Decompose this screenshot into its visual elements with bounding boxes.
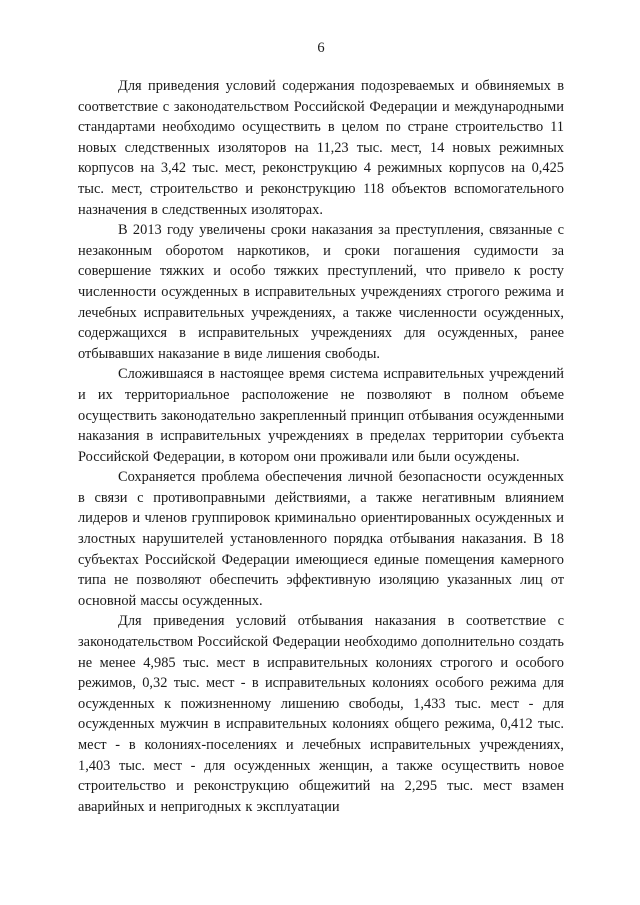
paragraph-territorial-system: Сложившаяся в настоящее время система исправительных учреждений и их территориальное расположение не позволяют в полном объеме осуществить законодательно закрепленный принцип отбывания осужденными наказания в исправительных учреждениях в пределах территории субъекта Российской Федерации, в котором они проживали или были осуждены. [78, 366, 564, 465]
paragraph-personal-security: Сохраняется проблема обеспечения личной безопасности осужденных в связи с противоправными действиями, а также негативным влиянием лидеров и членов группировок криминально ориентированных осужденных и злостных нарушителей установленного порядка отбывания наказания. В 18 субъектах Российской Федерации имеющиеся единые помещения камерного типа не позволяют обеспечить эффективную изоляцию указанных лиц от основной массы осужденных. [78, 469, 564, 609]
document-page [78, 38, 564, 817]
paragraph-sentence-terms: В 2013 году увеличены сроки наказания за преступления, связанные с незаконным оборотом наркотиков, и сроки погашения судимости за совершение тяжких и особо тяжких преступлений, что привело к росту численности осужденных в исправительных учреждениях строгого режима и лечебных исправительных учреждениях, а также численности осужденных, содержащихся в исправительных учреждениях для осужденных, ранее отбывавших наказание в виде лишения свободы. [78, 222, 564, 362]
page-number: 6 [317, 40, 325, 56]
paragraph-serving-conditions: Для приведения условий отбывания наказания в соответствие с законодательством Российской Федерации необходимо дополнительно создать не менее 4,985 тыс. мест в исправительных колониях строгого и особого режимов, 0,32 тыс. мест - в исправительных колониях особого режима для осужденных к пожизненному лишению свободы, 1,433 тыс. мест - для осужденных мужчин в исправительных колониях общего режима, 0,412 тыс. мест - в колониях-поселениях и лечебных исправительных учреждениях, 1,403 тыс. мест - для осужденных женщин, а также осуществить новое строительство и реконструкцию общежитий на 2,295 тыс. мест взамен аварийных и непригодных к эксплуатации [78, 613, 564, 815]
paragraph-detention-conditions: Для приведения условий содержания подозреваемых и обвиняемых в соответствие с законодательством Российской Федерации и международными стандартами необходимо осуществить в целом по стране строительство 11 новых следственных изоляторов на 11,23 тыс. мест, 14 новых режимных корпусов на 3,42 тыс. мест, реконструкцию 4 режимных корпусов на 0,425 тыс. мест, строительство и реконструкцию 118 объектов вспомогательного назначения в следственных изоляторах. [78, 78, 564, 218]
